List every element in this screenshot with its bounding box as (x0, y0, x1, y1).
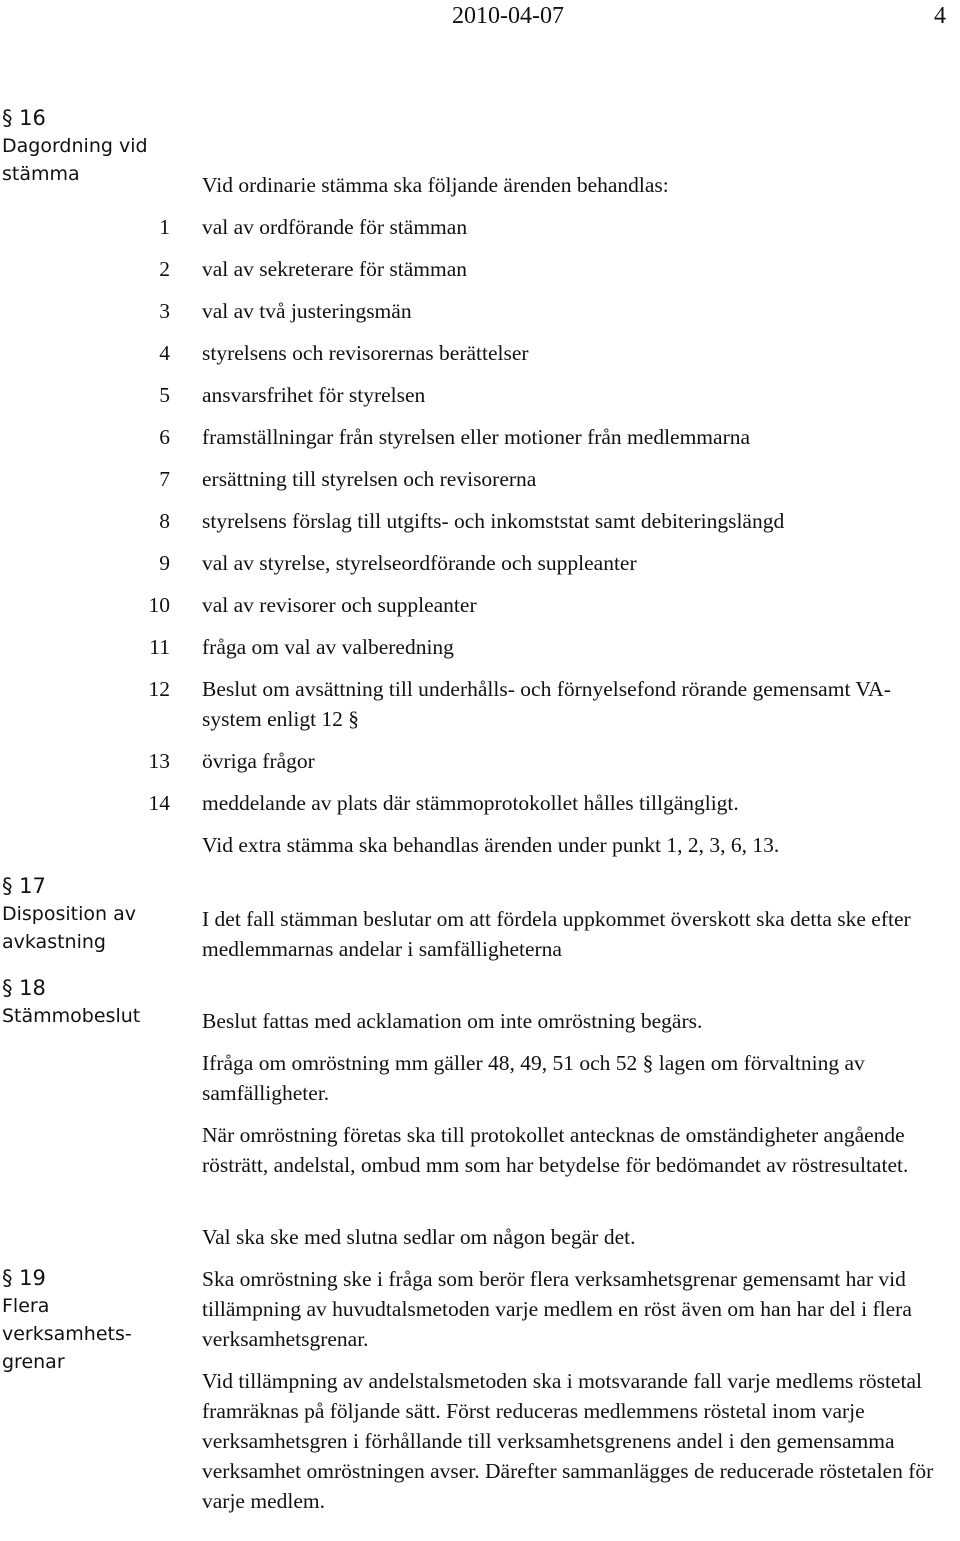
section-title: Disposition av avkastning (2, 903, 136, 953)
section18-paragraph: När omröstning företas ska till protokollet antecknas de omständigheter angående rösträtt, andelstal, ombud mm som har betydelse för bedömandet av röstresultatet. (202, 1123, 909, 1177)
agenda-extra-note: Vid extra stämma ska behandlas ärenden under punkt 1, 2, 3, 6, 13. (202, 833, 780, 857)
agenda-item-number: 3 (159, 299, 170, 323)
agenda-item-text: meddelande av plats där stämmoprotokollet hålles tillgängligt. (202, 791, 739, 815)
agenda-item-text: val av styrelse, styrelseordförande och suppleanter (202, 551, 637, 575)
section-number: § 18 (2, 976, 46, 1000)
section-number: § 16 (2, 106, 46, 130)
agenda-item-number: 6 (159, 425, 170, 449)
agenda-item-number: 13 (148, 749, 170, 773)
agenda-item-number: 2 (159, 257, 170, 281)
agenda-item-text: Beslut om avsättning till underhålls- och förnyelsefond rörande gemensamt VA-system enligt 12 § (202, 677, 891, 731)
agenda-item-text: ansvarsfrihet för styrelsen (202, 383, 426, 407)
section19-paragraph: Vid tillämpning av andelstalsmetoden ska i motsvarande fall varje medlems röstetal framräknas på följande sätt. Först reduceras medlemmens röstetal inom varje verksamhetsgren i förhållande till verksamhetsgrenens andel i den gemensamma verksamhet omröstningen avser. Därefter sammanlägges de reducerade röstetalen för varje medlem. (202, 1369, 934, 1513)
section-heading-18 (2, 974, 172, 1030)
section-heading-17 (2, 872, 172, 956)
page-number: 4 (934, 3, 946, 29)
section-title: Stämmobeslut (2, 1005, 141, 1027)
agenda-item-number: 9 (159, 551, 170, 575)
agenda-item-number: 1 (159, 215, 170, 239)
section-title: Flera verksamhets-grenar (2, 1295, 132, 1373)
section18-paragraph: Val ska ske med slutna sedlar om någon begär det. (202, 1225, 636, 1249)
section-number: § 17 (2, 874, 46, 898)
agenda-item-text: övriga frågor (202, 749, 315, 773)
section-number: § 19 (2, 1266, 46, 1290)
section-title: Dagordning vid stämma (2, 135, 148, 185)
agenda-item-number: 14 (148, 791, 170, 815)
section-heading-19 (2, 1264, 172, 1376)
section18-paragraph: Beslut fattas med acklamation om inte omröstning begärs. (202, 1009, 703, 1033)
agenda-item-text: val av revisorer och suppleanter (202, 593, 477, 617)
agenda-item-text: val av sekreterare för stämman (202, 257, 468, 281)
agenda-item-text: val av ordförande för stämman (202, 215, 468, 239)
section-heading-16 (2, 104, 172, 188)
agenda-item-number: 11 (149, 635, 170, 659)
agenda-item-number: 8 (159, 509, 170, 533)
section18-paragraph: Ifråga om omröstning mm gäller 48, 49, 51 och 52 § lagen om förvaltning av samfälligheter. (202, 1051, 865, 1105)
agenda-item-text: framställningar från styrelsen eller motioner från medlemmarna (202, 425, 751, 449)
agenda-item-text: val av två justeringsmän (202, 299, 412, 323)
agenda-item-text: ersättning till styrelsen och revisorerna (202, 467, 537, 491)
header-date: 2010-04-07 (452, 3, 564, 29)
agenda-item-number: 4 (159, 341, 170, 365)
section17-text: I det fall stämman beslutar om att fördela uppkommet överskott ska detta ske efter medlemmarnas andelar i samfälligheterna (202, 907, 911, 961)
agenda-item-text: styrelsens förslag till utgifts- och inkomststat samt debiteringslängd (202, 509, 785, 533)
section19-paragraph: Ska omröstning ske i fråga som berör flera verksamhetsgrenar gemensamt har vid tillämpning av huvudtalsmetoden varje medlem en röst även om han har del i flera verksamhetsgrenar. (202, 1267, 912, 1351)
agenda-item-number: 12 (148, 677, 170, 701)
agenda-item-number: 10 (148, 593, 170, 617)
agenda-item-number: 5 (159, 383, 170, 407)
agenda-item-number: 7 (159, 467, 170, 491)
agenda-item-text: styrelsens och revisorernas berättelser (202, 341, 529, 365)
agenda-item-text: fråga om val av valberedning (202, 635, 454, 659)
agenda-intro: Vid ordinarie stämma ska följande ärenden behandlas: (202, 173, 669, 197)
